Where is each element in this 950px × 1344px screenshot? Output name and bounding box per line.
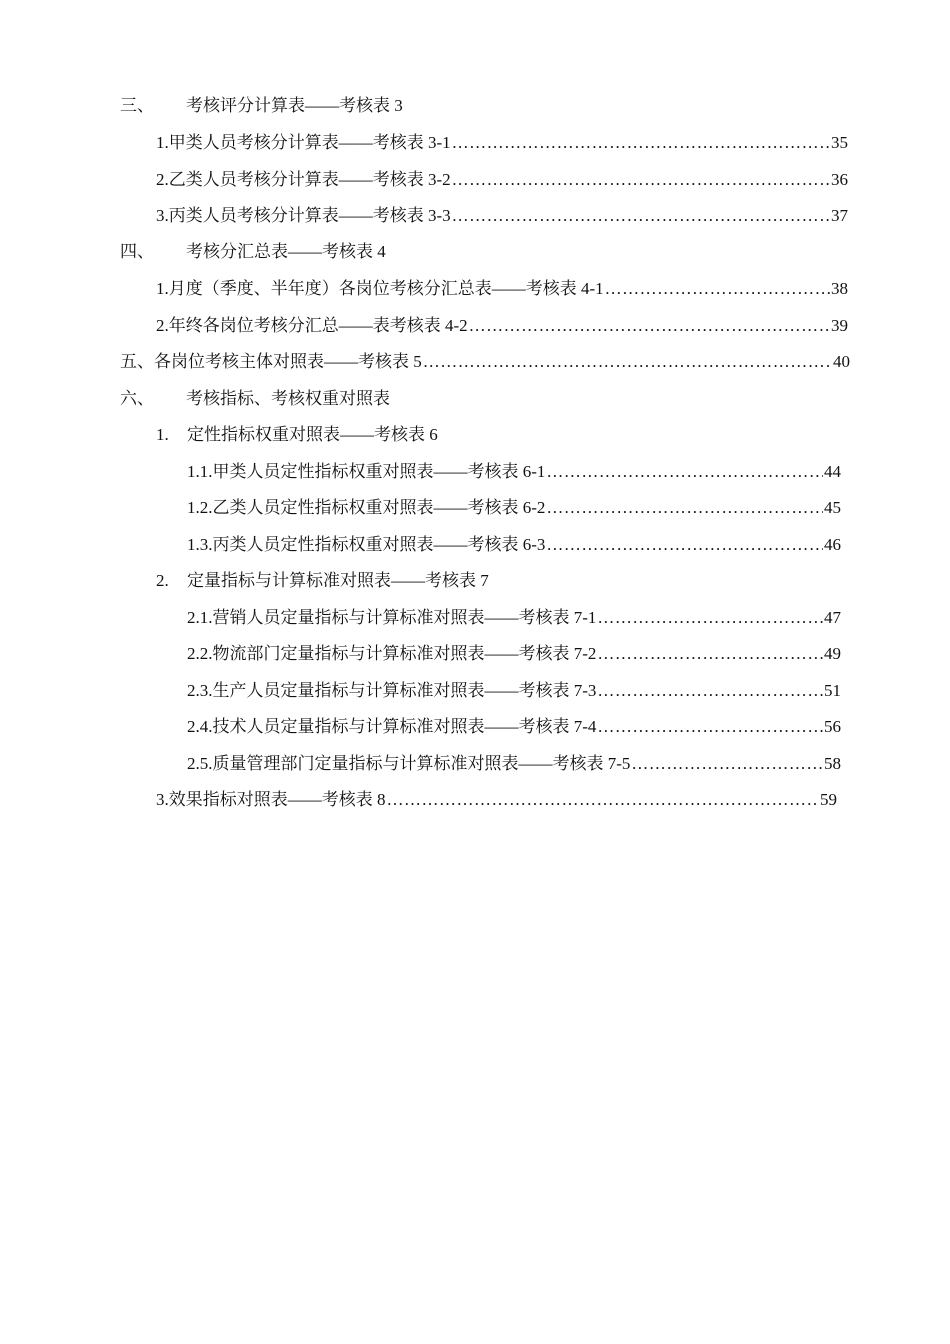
toc-entry-page: 39: [831, 316, 848, 335]
dot-leader: [546, 533, 823, 557]
toc-entry-number: 2.: [156, 170, 169, 189]
toc-entry-number: 1.3.: [187, 535, 213, 554]
toc-entry-page: 35: [831, 133, 848, 152]
toc-entry-title: 月度（季度、半年度）各岗位考核分汇总表——考核表 4-1: [168, 279, 604, 298]
toc-entry-title: 定性指标权重对照表——考核表 6: [187, 425, 438, 444]
toc-entry-section-4[interactable]: [120, 240, 386, 264]
dot-leader: [469, 314, 830, 338]
toc-entry-title: 定量指标与计算标准对照表——考核表 7: [187, 571, 489, 590]
toc-entry-page: 58: [824, 754, 841, 773]
toc-entry-title: 质量管理部门定量指标与计算标准对照表——考核表 7-5: [212, 754, 631, 773]
toc-entry[interactable]: [187, 752, 841, 776]
toc-entry-number: 3.: [156, 790, 169, 809]
toc-entry-page: 51: [824, 681, 841, 700]
toc-entry[interactable]: [156, 168, 848, 192]
dot-leader: [546, 496, 823, 520]
dot-leader: [387, 788, 820, 812]
toc-entry-title: 甲类人员定性指标权重对照表——考核表 6-1: [212, 462, 546, 481]
toc-entry-title: 丙类人员定性指标权重对照表——考核表 6-3: [212, 535, 546, 554]
toc-entry-section-3[interactable]: [120, 94, 403, 118]
toc-entry-page: 47: [824, 608, 841, 627]
toc-entry-page: 36: [831, 170, 848, 189]
toc-entry-page: 45: [824, 498, 841, 517]
toc-entry-number: 2.: [156, 316, 169, 335]
dot-leader: [597, 679, 823, 703]
toc-entry[interactable]: [187, 533, 841, 557]
dot-leader: [597, 606, 823, 630]
dot-leader: [452, 204, 830, 228]
toc-entry[interactable]: [156, 204, 848, 228]
toc-entry-number: 四、: [120, 242, 154, 261]
toc-entry-title: 乙类人员考核分计算表——考核表 3-2: [168, 170, 451, 189]
toc-entry-number: 1.2.: [187, 498, 213, 517]
toc-entry-number: 2.3.: [187, 681, 213, 700]
toc-entry-number: 三、: [120, 96, 154, 115]
dot-leader: [452, 131, 830, 155]
toc-entry-title: 技术人员定量指标与计算标准对照表——考核表 7-4: [212, 717, 597, 736]
toc-entry-title: 各岗位考核主体对照表——考核表 5: [154, 352, 422, 371]
toc-entry[interactable]: [156, 569, 489, 593]
toc-entry[interactable]: [156, 314, 848, 338]
toc-entry-number: 六、: [120, 389, 154, 408]
toc-entry-number: 1.: [156, 133, 169, 152]
toc-entry[interactable]: [156, 788, 837, 812]
toc-entry-page: 40: [833, 352, 850, 371]
toc-entry-page: 37: [831, 206, 848, 225]
toc-entry-number: 3.: [156, 206, 169, 225]
dot-leader: [605, 277, 830, 301]
dot-leader: [597, 715, 823, 739]
toc-entry-page: 56: [824, 717, 841, 736]
toc-entry-section-5[interactable]: [120, 350, 850, 374]
dot-leader: [546, 460, 823, 484]
toc-entry-title: 甲类人员考核分计算表——考核表 3-1: [168, 133, 451, 152]
toc-entry-number: 五、: [120, 352, 154, 371]
toc-entry-title: 营销人员定量指标与计算标准对照表——考核表 7-1: [212, 608, 597, 627]
toc-entry-title: 丙类人员考核分计算表——考核表 3-3: [168, 206, 451, 225]
toc-entry-number: 2.2.: [187, 644, 213, 663]
toc-entry-page: 38: [831, 279, 848, 298]
toc-entry-section-6[interactable]: [120, 387, 390, 411]
toc-entry-title: 乙类人员定性指标权重对照表——考核表 6-2: [212, 498, 546, 517]
toc-entry-title: 生产人员定量指标与计算标准对照表——考核表 7-3: [212, 681, 597, 700]
toc-entry[interactable]: [156, 277, 848, 301]
toc-entry-number: 1.: [156, 279, 169, 298]
dot-leader: [423, 350, 832, 374]
toc-entry-title: 年终各岗位考核分汇总——表考核表 4-2: [168, 316, 468, 335]
toc-entry[interactable]: [187, 496, 841, 520]
toc-entry-number: 2.5.: [187, 754, 213, 773]
toc-entry-title: 考核评分计算表——考核表 3: [186, 96, 403, 115]
toc-entry-page: 49: [824, 644, 841, 663]
toc-entry[interactable]: [156, 131, 848, 155]
toc-entry[interactable]: [187, 606, 841, 630]
toc-entry-title: 考核指标、考核权重对照表: [186, 389, 390, 408]
toc-entry-title: 效果指标对照表——考核表 8: [168, 790, 386, 809]
dot-leader: [597, 642, 823, 666]
toc-entry-page: 59: [820, 790, 837, 809]
toc-entry[interactable]: [187, 679, 841, 703]
toc-entry-number: 1.: [156, 425, 169, 444]
toc-entry-number: 2.4.: [187, 717, 213, 736]
dot-leader: [631, 752, 823, 776]
toc-entry[interactable]: [187, 642, 841, 666]
toc-entry-title: 物流部门定量指标与计算标准对照表——考核表 7-2: [212, 644, 597, 663]
toc-entry[interactable]: [187, 460, 841, 484]
toc-entry-number: 1.1.: [187, 462, 213, 481]
toc-entry-page: 44: [824, 462, 841, 481]
dot-leader: [452, 168, 830, 192]
toc-entry[interactable]: [187, 715, 841, 739]
toc-entry-number: 2.1.: [187, 608, 213, 627]
toc-entry-number: 2.: [156, 571, 169, 590]
toc-entry[interactable]: [156, 423, 438, 447]
toc-entry-title: 考核分汇总表——考核表 4: [186, 242, 386, 261]
toc-entry-page: 46: [824, 535, 841, 554]
